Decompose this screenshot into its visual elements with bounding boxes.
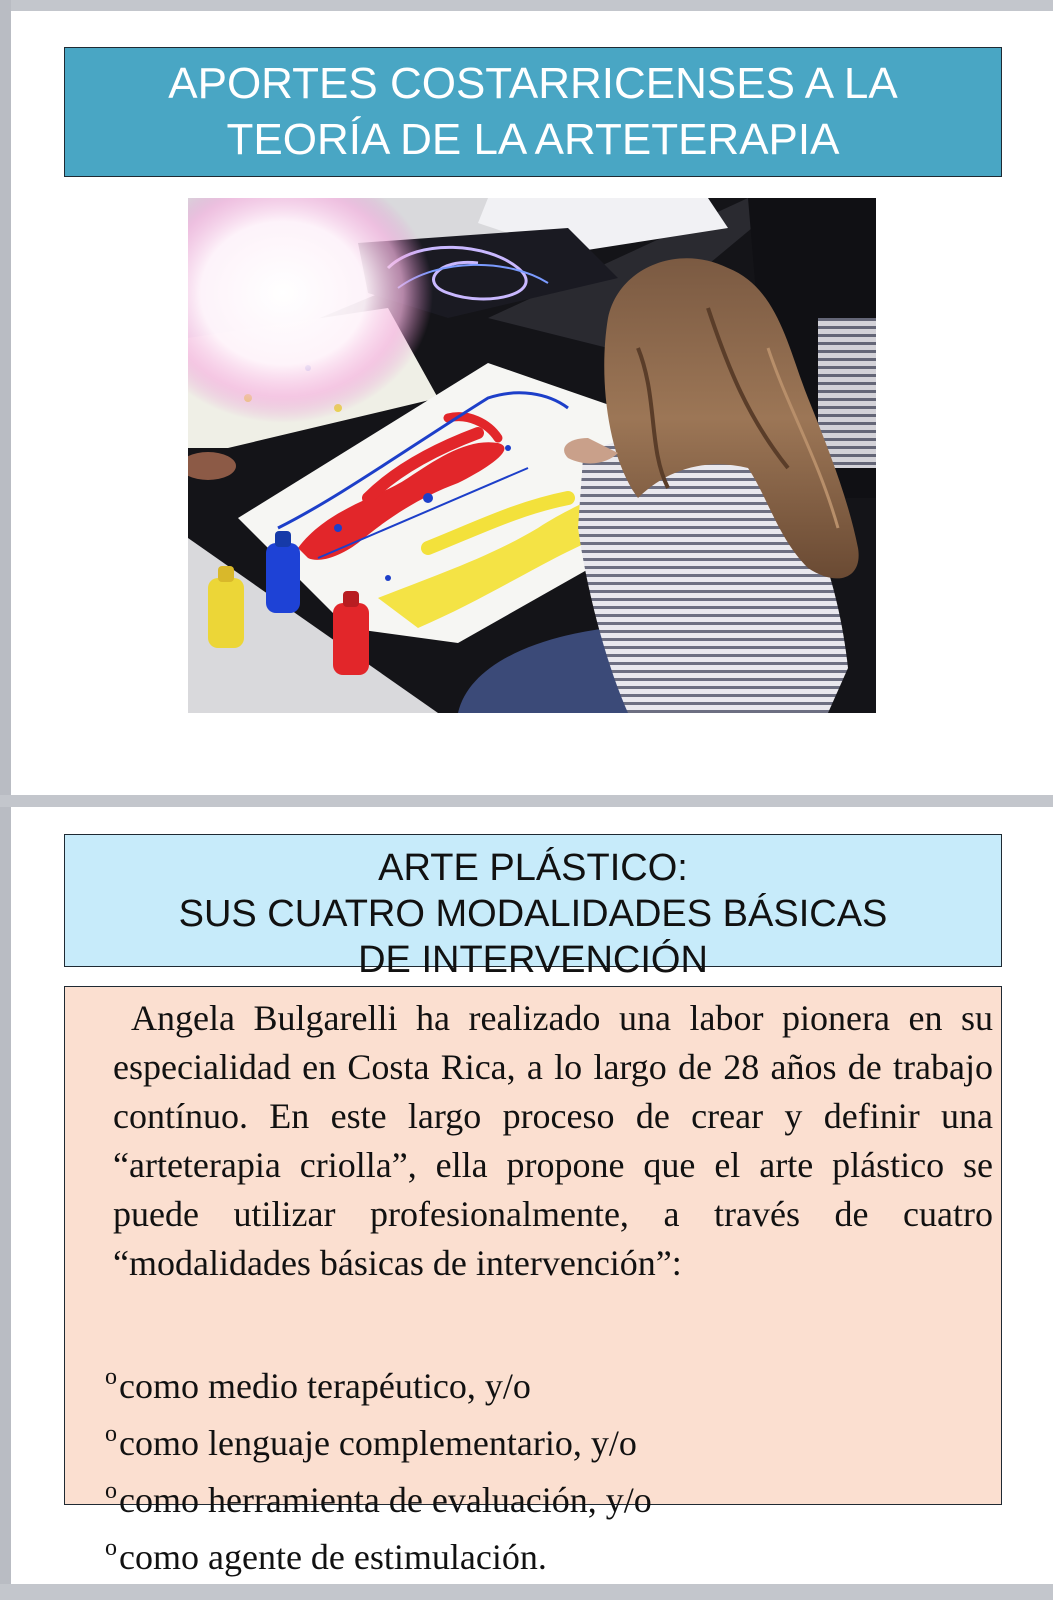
- slide-1-title-line-1: APORTES COSTARRICENSES A LA: [168, 59, 898, 108]
- bullet-mark: o: [105, 1364, 117, 1390]
- slide-1-title-line-2: TEORÍA DE LA ARTETERAPIA: [226, 115, 840, 164]
- photo-illustration-icon: [188, 198, 876, 713]
- page-frame-top: [0, 0, 1053, 11]
- bullet-mark: o: [105, 1535, 117, 1561]
- slide-2-title: [64, 834, 1002, 981]
- art-therapy-painting-photo: [188, 198, 876, 713]
- list-item-text: como lenguaje complementario, y/o: [119, 1423, 637, 1463]
- slide-2-title-line-2: SUS CUATRO MODALIDADES BÁSICAS: [178, 893, 888, 935]
- slide-2-title-line-1: ARTE PLÁSTICO:: [378, 847, 688, 889]
- modalities-list: [105, 1349, 1005, 1577]
- slide-2-title-line-3: DE INTERVENCIÓN: [358, 939, 708, 981]
- slide-divider: [0, 795, 1053, 807]
- list-item-text: como herramienta de evaluación, y/o: [119, 1480, 652, 1520]
- list-item: [105, 1463, 1005, 1520]
- intro-paragraph: Angela Bulgarelli ha realizado una labor pionera en su especialidad en Costa Rica, a lo largo de 28 años de trabajo contínuo. En este largo proceso de crear y definir una “arteterapia criolla”, ella propone que el arte plástico se puede utilizar profesionalmente, a través de cuatro “modalidades básicas de intervención”:: [113, 998, 993, 1283]
- list-item-text: como medio terapéutico, y/o: [119, 1366, 531, 1406]
- list-item-text: como agente de estimulación.: [119, 1537, 547, 1577]
- page-frame-bottom: [0, 1584, 1053, 1600]
- bullet-mark: o: [105, 1478, 117, 1504]
- list-item: [105, 1406, 1005, 1463]
- list-item: [105, 1349, 1005, 1406]
- bullet-mark: o: [105, 1421, 117, 1447]
- list-item: [105, 1520, 1005, 1577]
- slide-1-title: [64, 47, 1002, 177]
